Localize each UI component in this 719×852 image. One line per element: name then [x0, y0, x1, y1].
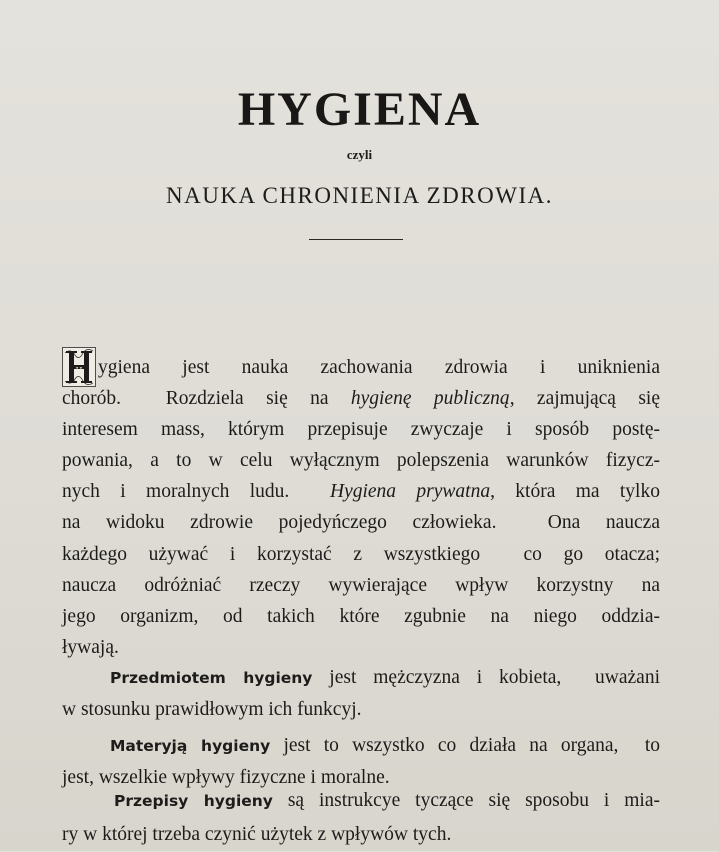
text-line [62, 662, 660, 694]
text-run: ry w której trzeba czynić użytek z wpływów tych. [62, 824, 452, 845]
chapter-subtitle: NAUKA CHRONIENIA ZDROWIA. [166, 183, 553, 208]
text-line [62, 601, 660, 632]
text-run: , zajmującą się [509, 388, 660, 410]
chapter-title: HYGIENA [237, 83, 482, 136]
text-line [62, 632, 660, 663]
text-line [62, 570, 660, 601]
title-divider-rule [309, 239, 403, 240]
text-run: ływają. [62, 636, 119, 658]
svg-text:H: H [75, 366, 83, 375]
text-run: , która ma tylko [490, 481, 660, 503]
text-run: jest to wszystko co działa na organa, to [270, 735, 660, 756]
text-line [62, 414, 660, 445]
text-run: powania, a to w celu wyłącznym polepszenia warunków fizycz- [62, 450, 660, 472]
text-run: interesem mass, którym przepisuje zwyczaje i sposób postę- [62, 419, 660, 441]
italic-term: Hygiena prywatna [330, 481, 491, 503]
bold-term: Materyją hygieny [110, 737, 271, 755]
text-run: na widoku zdrowie pojedyńczego człowieka. Ona naucza [62, 512, 660, 534]
paragraph-subject [62, 662, 660, 726]
paragraph-rules [62, 784, 660, 852]
bold-term: Przepisy hygieny [114, 792, 273, 810]
text-run: chorób. Rozdziela się na [62, 388, 351, 410]
text-line [62, 730, 660, 762]
text-line [62, 352, 660, 383]
reverse-side-show-through [430, 0, 719, 360]
text-line [62, 476, 660, 507]
text-run: jest mężczyzna i kobieta, uważani [312, 667, 660, 688]
text-run: jego organizm, od takich które zgubnie na niego oddzia- [62, 605, 660, 627]
text-run: każdego używać i korzystać z wszystkiego co go otacza; [62, 543, 660, 565]
text-line [62, 539, 660, 570]
text-line [62, 818, 660, 852]
text-run: w stosunku prawidłowym ich funkcyj. [62, 699, 362, 720]
text-run: ygiena jest nauka zachowania zdrowia i uniknienia [98, 357, 660, 378]
text-line [62, 784, 660, 818]
text-run: naucza odróżniać rzeczy wywierające wpływ korzystny na [62, 574, 660, 596]
text-line [62, 694, 660, 726]
text-run: jest, wszelkie wpływy fizyczne i moralne. [62, 767, 390, 788]
title-connector: czyli [346, 147, 373, 162]
text-line [62, 383, 660, 414]
paragraph-definition [62, 352, 660, 663]
text-line [62, 445, 660, 476]
text-run: są instrukcye tyczące się sposobu i mia- [272, 790, 661, 811]
bold-term: Przedmiotem hygieny [110, 669, 313, 687]
italic-term: hygienę publiczną [350, 388, 510, 410]
text-run: nych i moralnych ludu. [62, 481, 330, 503]
text-line [62, 507, 660, 538]
